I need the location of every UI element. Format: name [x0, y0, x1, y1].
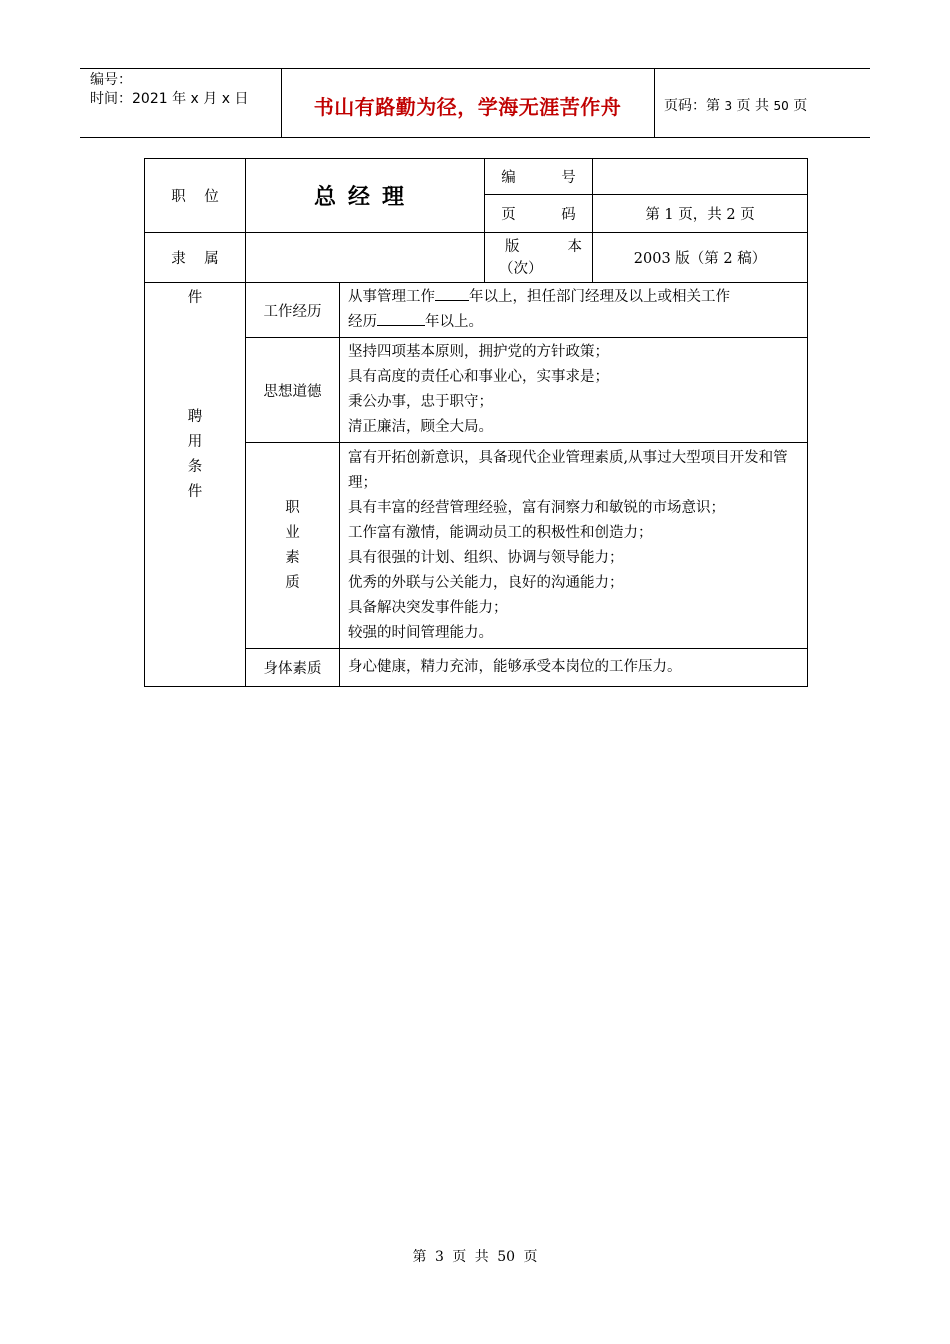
physical-label: 身体素质: [263, 661, 322, 677]
page-header: [80, 68, 870, 138]
date-text: 时间：2021 年 x 月 x 日: [90, 91, 249, 107]
header-motto: 书山有路勤为径，学海无涯苦作舟: [313, 95, 622, 119]
experience-line: [348, 285, 799, 310]
number-value-cell: [593, 159, 808, 195]
professional-line: 富有开拓创新意识，具备现代企业管理素质,从事过大型项目开发和管理；: [348, 449, 788, 491]
professional-line: 具有很强的计划、组织、协调与领导能力；: [348, 549, 624, 566]
department-label: 隶 属: [171, 251, 219, 267]
number-label-b: 号: [561, 170, 576, 186]
page-value: 第 1 页，共 2 页: [645, 207, 755, 223]
department-label-cell: [145, 233, 246, 283]
department-value-cell: [246, 233, 485, 283]
version-value-cell: [593, 233, 808, 283]
experience-text: 年以上。: [425, 314, 483, 330]
version-value: 2003 版（第 2 稿）: [633, 251, 767, 267]
version-label-c: （次）: [499, 260, 543, 277]
doc-number-label: 编号：: [90, 72, 132, 88]
conditions-char: 条: [187, 459, 203, 475]
experience-label: 工作经历: [263, 303, 322, 320]
page-prefix: 页码：第: [664, 98, 720, 114]
professional-char: 质: [285, 574, 300, 591]
ethics-label: 思想道德: [263, 383, 322, 400]
page-label-a: 页: [501, 207, 516, 223]
page-total: 50: [773, 99, 789, 113]
header-divider: [654, 69, 655, 137]
version-label-cell: [485, 233, 593, 283]
page-suffix: 页: [793, 98, 808, 114]
professional-line: 优秀的外联与公关能力，良好的沟通能力；: [348, 574, 624, 591]
ethics-line: 清正廉洁，顾全大局。: [348, 419, 493, 435]
physical-text: 身心健康，精力充沛，能够承受本岗位的工作压力。: [348, 659, 682, 675]
number-label-cell: [485, 159, 593, 195]
experience-years-blank[interactable]: [377, 311, 425, 326]
ethics-line: 秉公办事，忠于职守；: [348, 394, 493, 410]
page-number: 3: [724, 99, 733, 113]
header-page-info: [664, 95, 807, 115]
ethics-label-cell: [246, 338, 340, 443]
page-label-b: 码: [561, 207, 576, 223]
professional-line: 具有丰富的经营管理经验，富有洞察力和敏锐的市场意识；: [348, 499, 725, 516]
professional-line: 具备解决突发事件能力；: [348, 599, 508, 616]
physical-content-cell: [340, 649, 808, 687]
header-meta: [90, 71, 275, 109]
experience-years-blank[interactable]: [435, 286, 469, 301]
page-value-cell: [593, 195, 808, 233]
professional-label-cell: [246, 443, 340, 649]
professional-line: 工作富有激情，能调动员工的积极性和创造力；: [348, 524, 653, 541]
professional-content-cell: [340, 443, 808, 649]
experience-text: 年以上，担任部门经理及以上或相关工作: [469, 289, 730, 305]
page-footer: 第 3 页 共 50 页: [412, 1249, 538, 1265]
experience-text: 经历: [348, 314, 377, 330]
position-label-cell: [145, 159, 246, 233]
ethics-line: 具有高度的责任心和事业心，实事求是；: [348, 369, 609, 385]
page-mid: 页 共: [736, 98, 769, 114]
professional-char: 职: [285, 499, 300, 516]
position-title-cell: [246, 159, 485, 233]
page-label-cell: [485, 195, 593, 233]
experience-text: 从事管理工作: [348, 289, 435, 305]
position-title: 总经理: [314, 185, 417, 210]
position-label: 职 位: [171, 189, 219, 205]
conditions-label: [145, 405, 245, 505]
conditions-char: 件: [187, 484, 203, 500]
conditions-char: 用: [187, 434, 203, 450]
conditions-char: 聘: [187, 409, 203, 425]
version-label-b: 本: [567, 238, 583, 255]
conditions-label-cell: [145, 283, 246, 687]
experience-line: [348, 310, 799, 335]
version-label-a: 版: [505, 238, 520, 255]
job-description-table: [144, 158, 808, 687]
experience-content-cell: [340, 283, 808, 338]
professional-char: 素: [285, 549, 300, 566]
conditions-top-label: 件: [187, 290, 203, 306]
ethics-content-cell: [340, 338, 808, 443]
physical-label-cell: [246, 649, 340, 687]
ethics-line: 坚持四项基本原则，拥护党的方针政策；: [348, 344, 609, 360]
experience-label-cell: [246, 283, 340, 338]
number-label-a: 编: [501, 170, 516, 186]
professional-char: 业: [285, 524, 300, 541]
professional-line: 较强的时间管理能力。: [348, 624, 493, 641]
